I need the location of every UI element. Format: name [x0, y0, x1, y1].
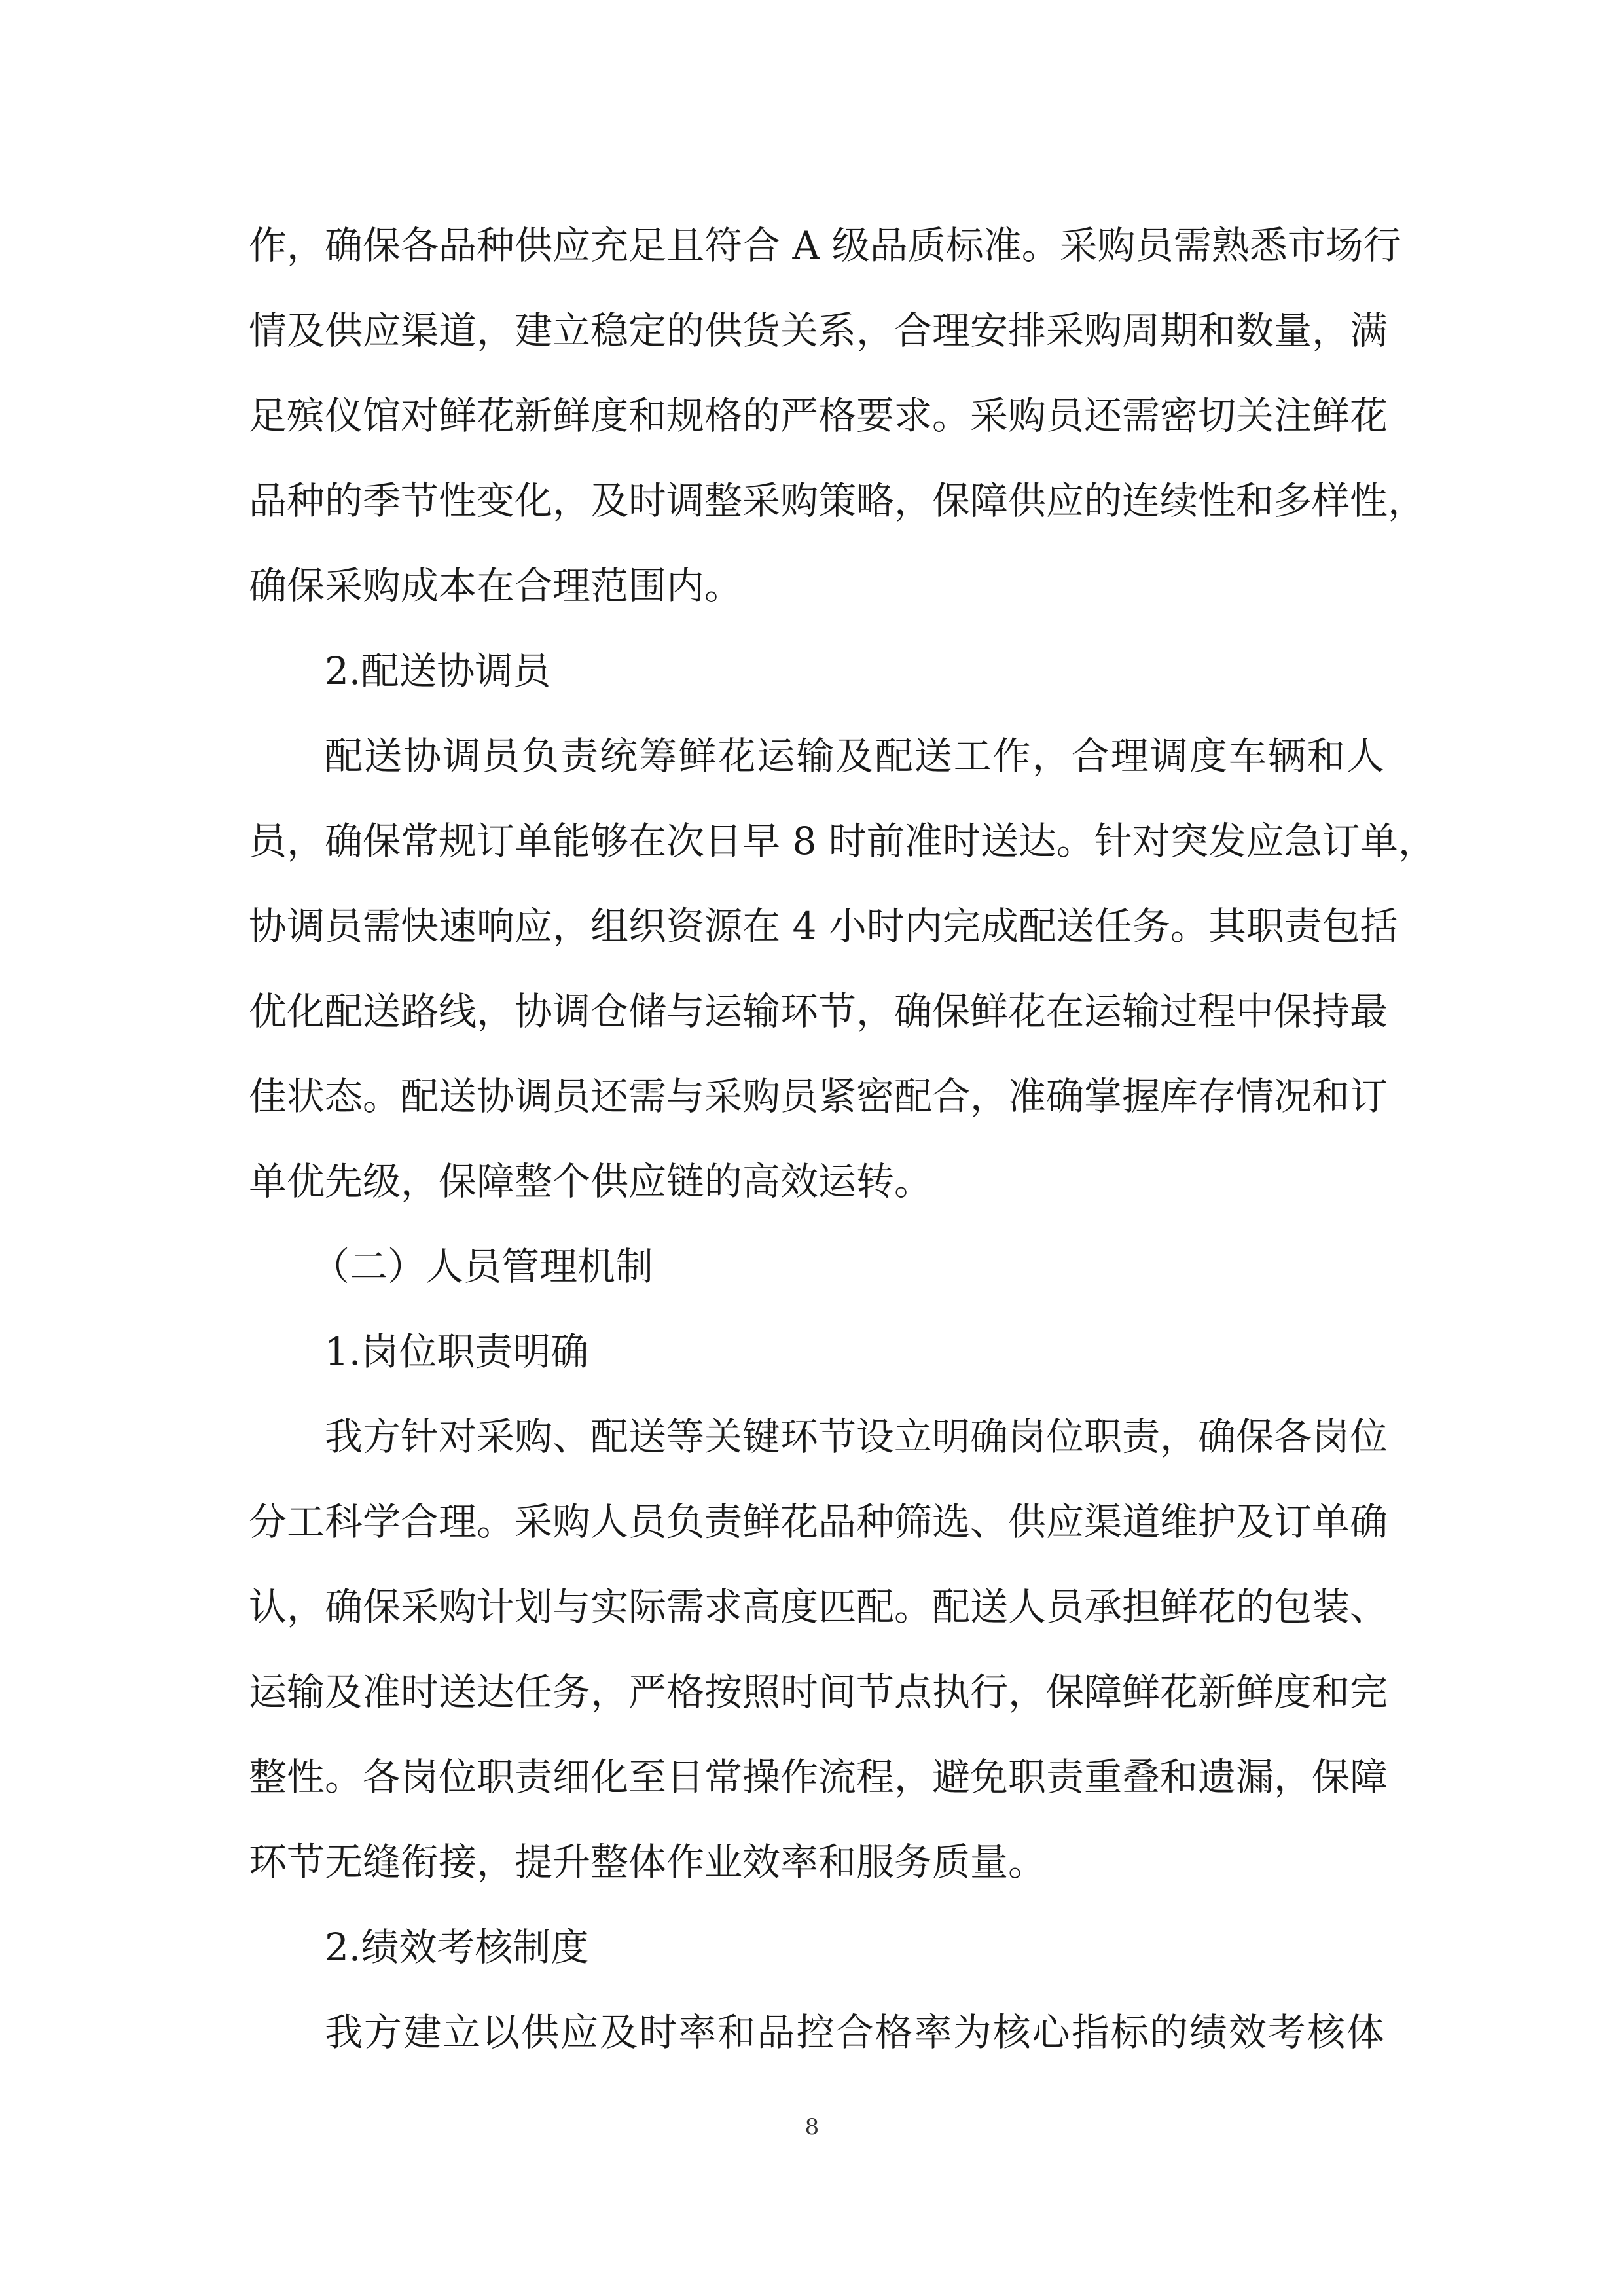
text-line: 分工科学合理。采购人员负责鲜花品种筛选、供应渠道维护及订单确 [249, 1499, 1388, 1544]
subheading-delivery-coordinator: 2.配送协调员 [325, 649, 551, 693]
text-line: 佳状态。配送协调员还需与采购员紧密配合，准确掌握库存情况和订 [249, 1074, 1388, 1119]
page-number: 8 [804, 2114, 820, 2140]
subheading-performance: 2.绩效考核制度 [325, 1925, 589, 1969]
text-line: 足殡仪馆对鲜花新鲜度和规格的严格要求。采购员还需密切关注鲜花 [249, 393, 1388, 438]
text-line: 环节无缝衔接，提升整体作业效率和服务质量。 [249, 1840, 1047, 1884]
text-line: 员，确保常规订单能够在次日早 8 时前准时送达。针对突发应急订单， [249, 819, 1436, 863]
text-line: 整性。各岗位职责细化至日常操作流程，避免职责重叠和遗漏，保障 [249, 1755, 1388, 1799]
text-line: 我方建立以供应及时率和品控合格率为核心指标的绩效考核体 [325, 2010, 1384, 2054]
text-line: 确保采购成本在合理范围内。 [249, 564, 743, 608]
text-line: 品种的季节性变化，及时调整采购策略，保障供应的连续性和多样性， [249, 478, 1426, 523]
text-line: 我方针对采购、配送等关键环节设立明确岗位职责，确保各岗位 [325, 1414, 1388, 1459]
text-line: 作，确保各品种供应充足且符合 A 级品质标准。采购员需熟悉市场行 [249, 223, 1401, 268]
text-line: 优化配送路线，协调仓储与运输环节，确保鲜花在运输过程中保持最 [249, 989, 1388, 1033]
section-heading-personnel-management: （二）人员管理机制 [312, 1244, 654, 1289]
text-line: 运输及准时送达任务，严格按照时间节点执行，保障鲜花新鲜度和完 [249, 1670, 1388, 1714]
text-line: 协调员需快速响应，组织资源在 4 小时内完成配送任务。其职责包括 [249, 904, 1398, 948]
text-line: 单优先级，保障整个供应链的高效运转。 [249, 1159, 933, 1204]
text-line: 认，确保采购计划与实际需求高度匹配。配送人员承担鲜花的包装、 [249, 1585, 1388, 1629]
subheading-duties: 1.岗位职责明确 [325, 1329, 589, 1374]
text-line: 配送协调员负责统筹鲜花运输及配送工作，合理调度车辆和人 [325, 734, 1384, 778]
text-line: 情及供应渠道，建立稳定的供货关系，合理安排采购周期和数量，满 [249, 308, 1388, 353]
